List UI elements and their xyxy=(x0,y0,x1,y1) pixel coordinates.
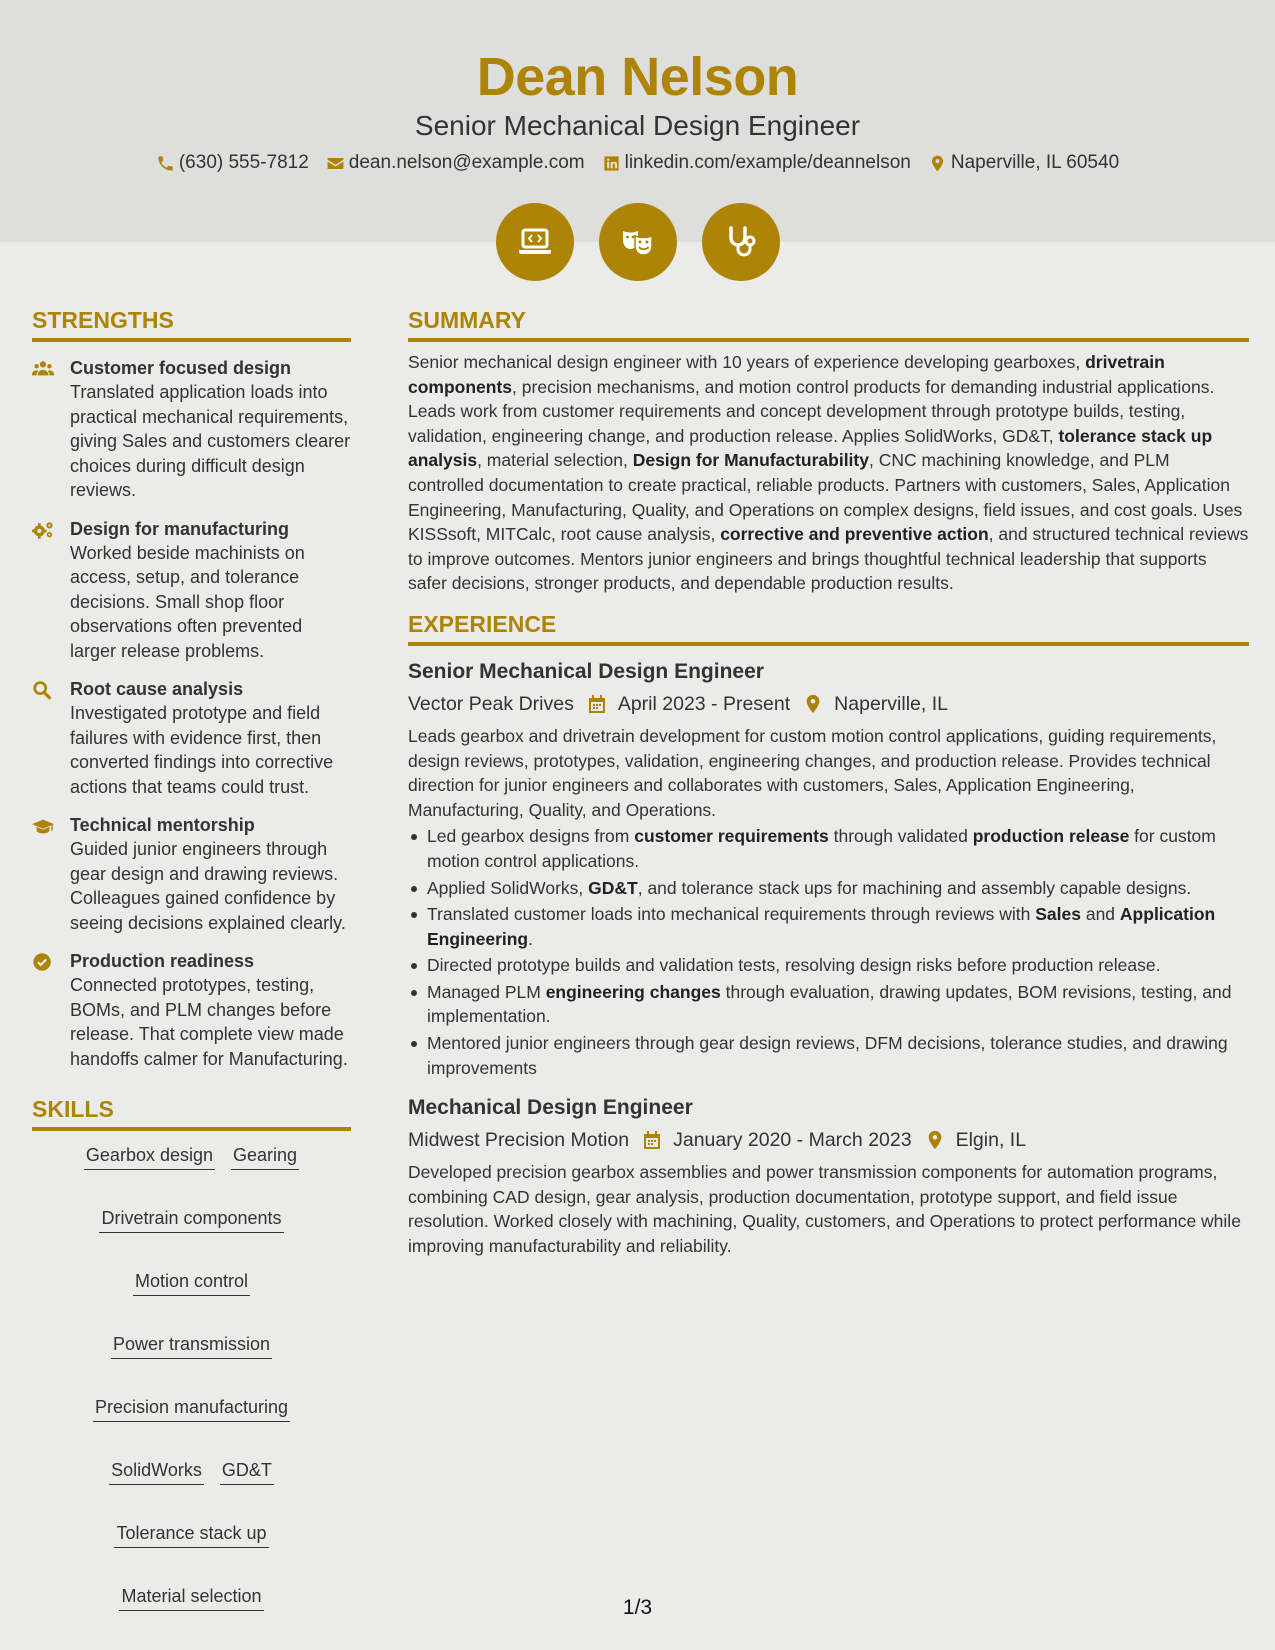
skills-list xyxy=(32,1143,351,1611)
strength-title: Technical mentorship xyxy=(70,815,255,835)
stethoscope-icon xyxy=(702,203,780,281)
job-title: Mechanical Design Engineer xyxy=(408,1096,693,1120)
skills-heading: SKILLS xyxy=(32,1095,351,1131)
strength-title: Production readiness xyxy=(70,951,255,971)
strength-item xyxy=(32,813,351,935)
graduation-cap-icon xyxy=(32,816,54,836)
list-item: Directed prototype builds and validation tests, resolving design risks before production release. xyxy=(408,953,1249,978)
skill-tag: SolidWorks xyxy=(109,1458,204,1485)
users-icon xyxy=(32,359,54,379)
strength-title: Root cause analysis xyxy=(70,679,244,699)
list-item: Mentored junior engineers through gear design reviews, DFM decisions, tolerance studies, and drawing improvements xyxy=(408,1031,1249,1080)
skill-tag: Precision manufacturing xyxy=(93,1395,290,1422)
job-title: Senior Mechanical Design Engineer xyxy=(408,659,764,683)
contact-location-text: Naperville, IL 60540 xyxy=(950,152,1120,173)
page-number: 1/3 xyxy=(622,1596,653,1619)
cogs-icon xyxy=(32,520,54,540)
map-pin-icon xyxy=(804,694,822,714)
contact-location xyxy=(928,152,1119,174)
map-pin-icon xyxy=(928,154,947,173)
summary-heading: SUMMARY xyxy=(408,306,1249,342)
calendar-icon xyxy=(588,694,606,714)
contact-row xyxy=(0,152,1275,174)
skill-tag: Gearbox design xyxy=(84,1143,215,1170)
strength-item xyxy=(32,517,351,664)
contact-email[interactable] xyxy=(326,152,585,174)
map-pin-icon xyxy=(926,1130,944,1150)
job-dates: January 2020 - March 2023 xyxy=(673,1129,912,1152)
skill-tag: Motion control xyxy=(133,1269,250,1296)
check-circle-icon xyxy=(32,952,54,972)
candidate-title: Senior Mechanical Design Engineer xyxy=(414,110,861,141)
experience-heading: EXPERIENCE xyxy=(408,610,1249,646)
strength-desc: Guided junior engineers through gear design and drawing reviews. Colleagues gained confidence by seeing decisions explained clearly. xyxy=(70,839,346,933)
list-item: Led gearbox designs from customer requirements through validated production release for custom motion control applications. xyxy=(408,824,1249,873)
search-icon xyxy=(32,680,54,700)
list-item: Applied SolidWorks, GD&T, and tolerance stack ups for machining and assembly capable designs. xyxy=(408,876,1249,901)
strengths-heading: STRENGTHS xyxy=(32,306,351,342)
job-company: Vector Peak Drives xyxy=(408,692,574,715)
left-column xyxy=(32,306,351,1611)
job-location: Naperville, IL xyxy=(834,692,948,715)
skill-tag: Power transmission xyxy=(111,1332,272,1359)
job-company: Midwest Precision Motion xyxy=(408,1129,630,1152)
linkedin-icon xyxy=(602,154,621,173)
contact-phone[interactable] xyxy=(156,152,309,174)
job-bullets xyxy=(408,824,1249,1080)
strength-desc: Worked beside machinists on access, setup, and tolerance decisions. Small shop floor observations often prevented larger release problems. xyxy=(70,542,305,661)
strength-desc: Connected prototypes, testing, BOMs, and PLM changes before release. That complete view made handoffs calmer for Manufacturing. xyxy=(70,975,348,1069)
envelope-icon xyxy=(326,154,345,173)
skill-tag: Tolerance stack up xyxy=(114,1521,268,1548)
strength-desc: Translated application loads into practical mechanical requirements, giving Sales and customers clearer choices during difficult design reviews. xyxy=(70,382,351,500)
skill-tag: Gearing xyxy=(231,1143,299,1170)
contact-linkedin[interactable] xyxy=(602,152,911,174)
contact-linkedin-text: linkedin.com/example/deannelson xyxy=(624,152,911,173)
skill-tag: Drivetrain components xyxy=(99,1206,283,1233)
skill-tag: GD&T xyxy=(220,1458,274,1485)
contact-phone-text: (630) 555-7812 xyxy=(178,152,309,173)
job-entry xyxy=(408,658,1249,1080)
laptop-code-icon xyxy=(496,203,574,281)
interest-badges xyxy=(0,203,1275,281)
strength-item xyxy=(32,677,351,799)
job-entry xyxy=(408,1094,1249,1258)
strength-item xyxy=(32,949,351,1071)
strength-item xyxy=(32,356,351,503)
job-dates: April 2023 - Present xyxy=(617,692,791,715)
job-meta xyxy=(408,1127,1249,1153)
strength-desc: Investigated prototype and field failures with evidence first, then converted findings into corrective actions that teams could trust. xyxy=(70,703,334,797)
job-location: Elgin, IL xyxy=(955,1129,1027,1152)
job-description: Developed precision gearbox assemblies and power transmission components for automation programs, combining CAD design, gear analysis, production documentation, prototype support, and field issue resolution. Worked closely with machining, Quality, customers, and Operations to protect performance while improving manufacturability and reliability. xyxy=(408,1162,1241,1257)
candidate-name: Dean Nelson xyxy=(476,47,799,107)
strength-title: Design for manufacturing xyxy=(70,518,290,539)
list-item: Translated customer loads into mechanical requirements through reviews with Sales and Application Engineering. xyxy=(408,902,1249,951)
job-meta xyxy=(408,691,1249,717)
phone-icon xyxy=(156,154,175,173)
right-column xyxy=(408,306,1249,1259)
skill-tag: Material selection xyxy=(119,1584,263,1611)
calendar-icon xyxy=(643,1130,661,1150)
theater-masks-icon xyxy=(599,203,677,281)
list-item: Managed PLM engineering changes through evaluation, drawing updates, BOM revisions, testing, and implementation. xyxy=(408,980,1249,1029)
summary-text: Senior mechanical design engineer with 10 years of experience developing gearboxes, drivetrain components, precision mechanisms, and motion control products for demanding industrial applications. Leads work from customer requirements and concept development through prototype builds, testing, validation, engineering change, and production release. Applies SolidWorks, GD&T, tolerance stack up analysis, material selection, Design for Manufacturability, CNC machining knowledge, and PLM controlled documentation to create practical, reliable products. Partners with customers, Sales, Application Engineering, Manufacturing, Quality, and Operations on complex designs, field issues, and cost goals. Uses KISSsoft, MITCalc, root cause analysis, corrective and preventive action, and structured technical reviews to improve outcomes. Mentors junior engineers and brings thoughtful technical leadership that supports safer decisions, stronger products, and dependable production results. xyxy=(408,352,1249,594)
strength-title: Customer focused design xyxy=(70,358,292,378)
job-description: Leads gearbox and drivetrain development for custom motion control applications, guiding requirements, design reviews, prototypes, validation, engineering changes, and production release. Provides technical direction for junior engineers and collaborates with customers, Sales, Application Engineering, Manufacturing, Quality, and Operations. xyxy=(408,725,1217,820)
contact-email-text: dean.nelson@example.com xyxy=(348,152,585,173)
